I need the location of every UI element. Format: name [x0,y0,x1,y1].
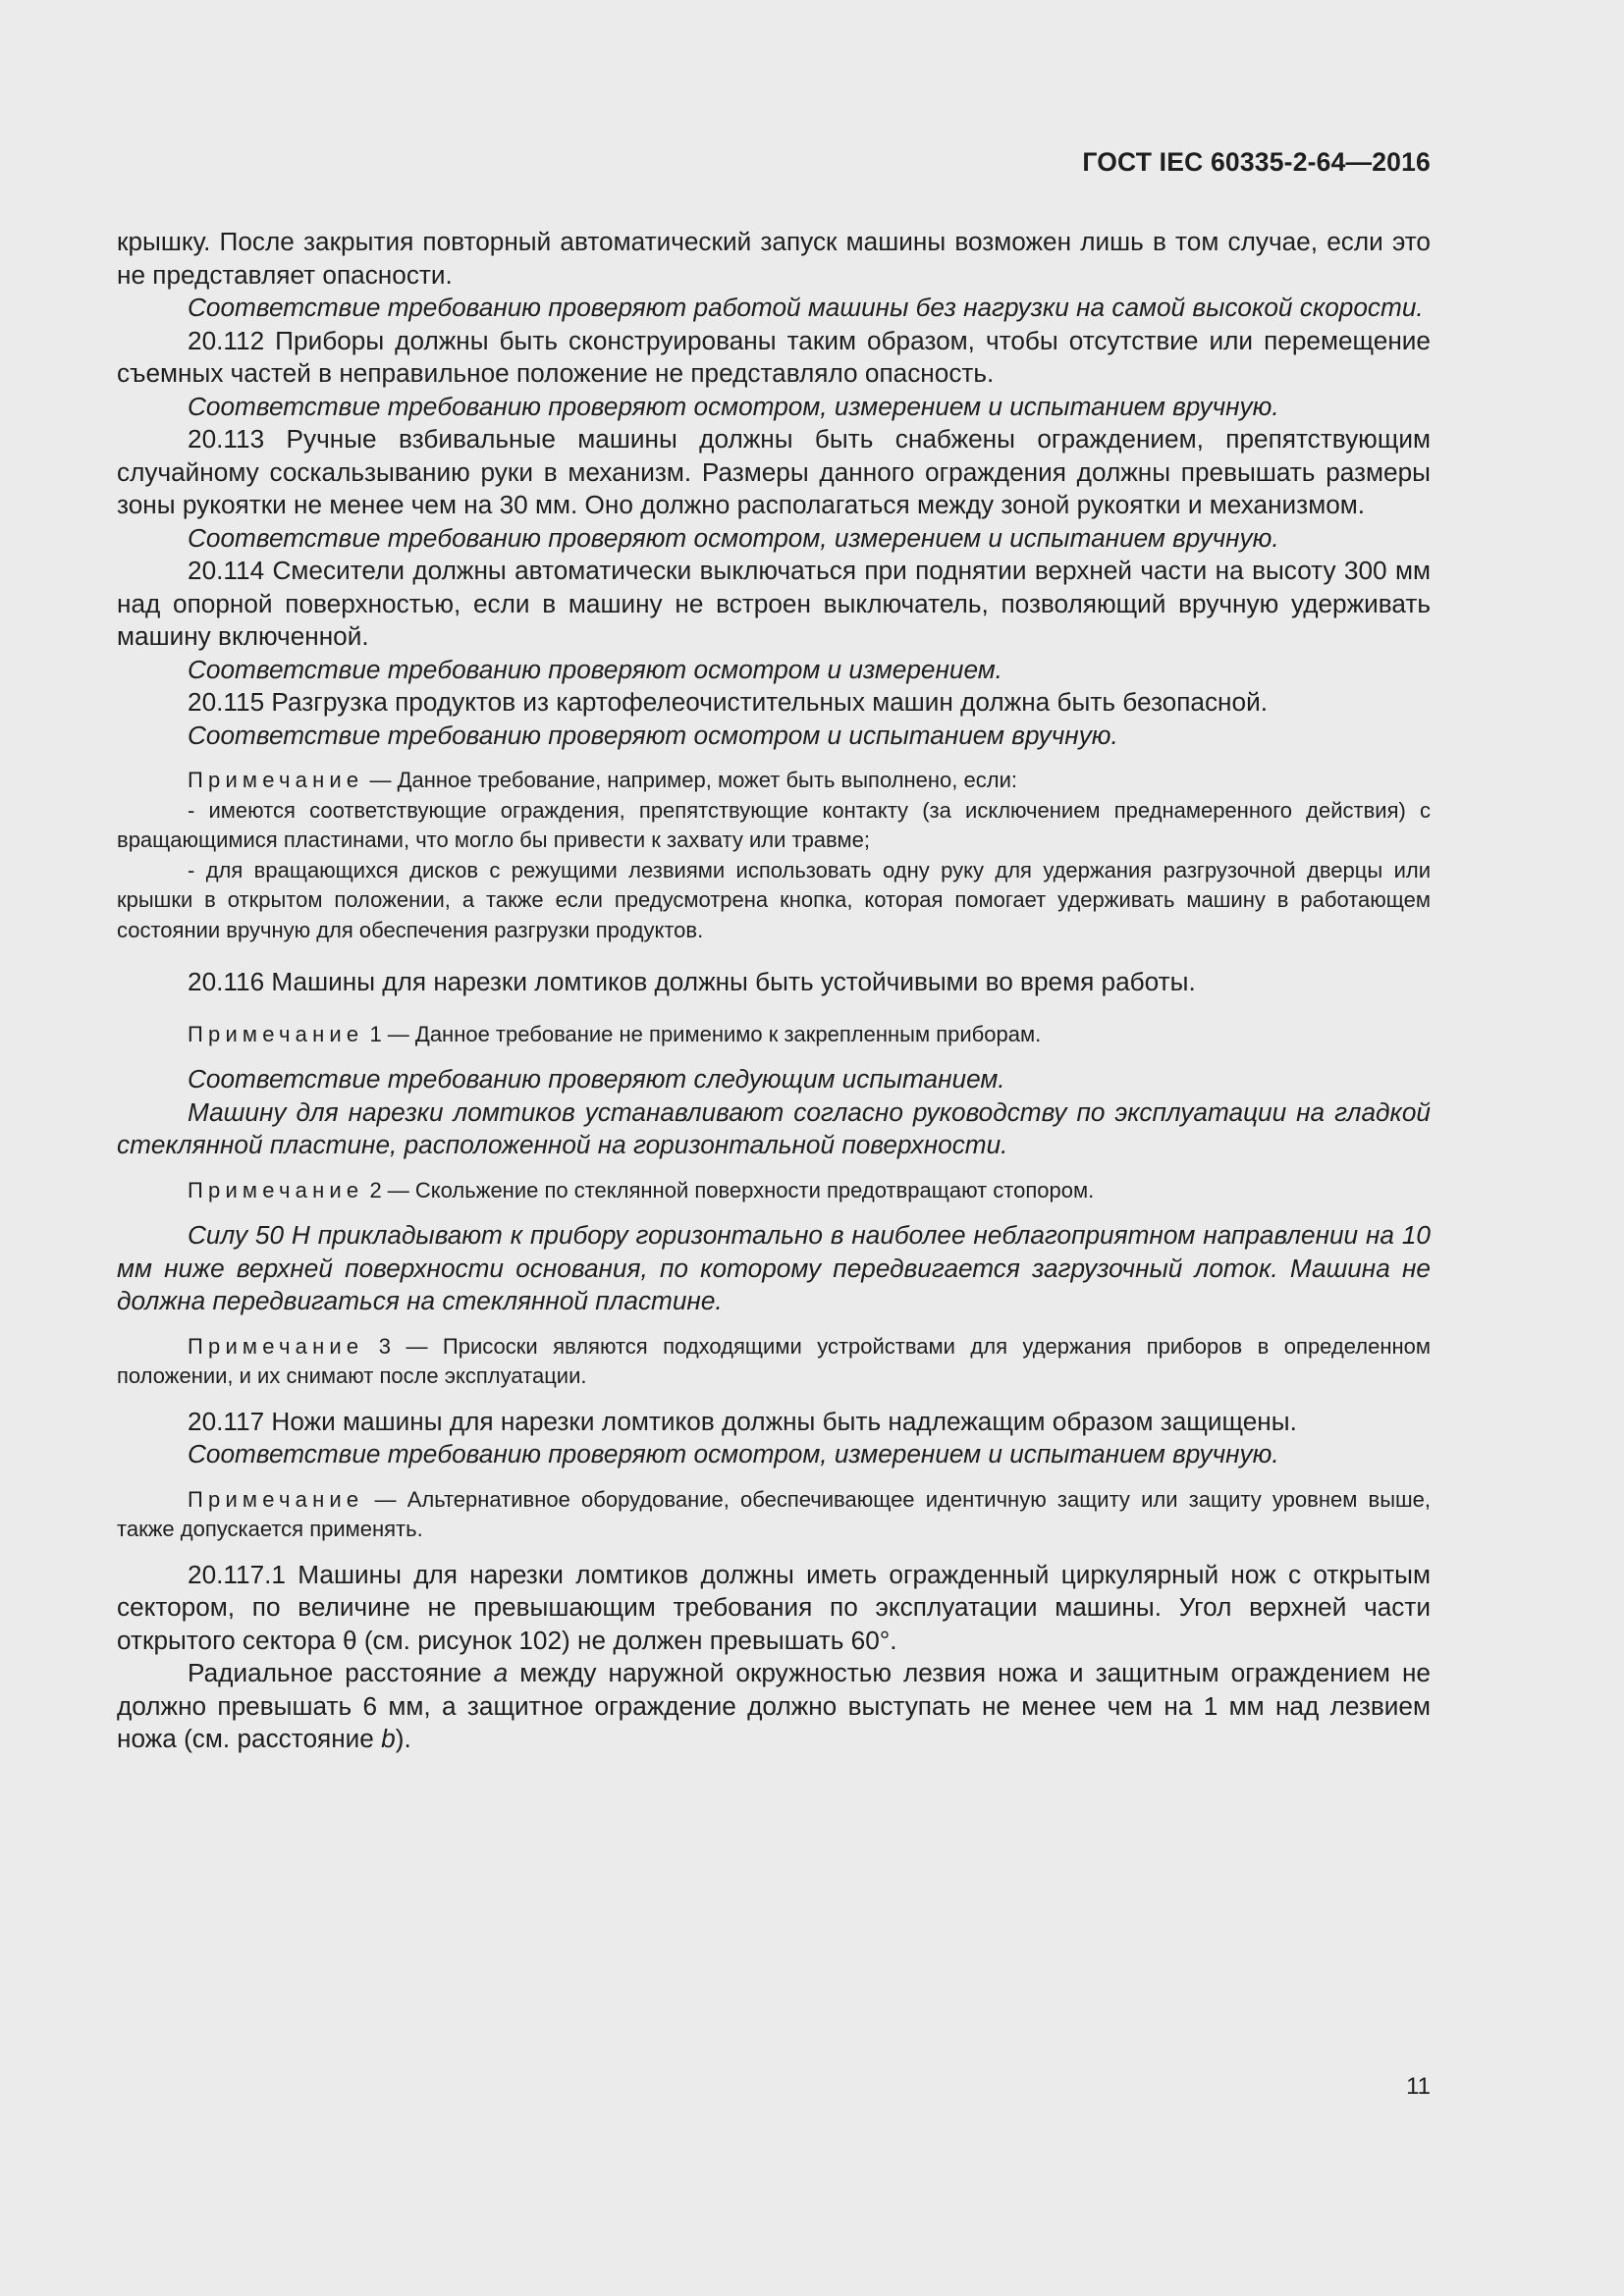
document-standard-id: ГОСТ IEC 60335-2-64—2016 [1082,147,1431,177]
compliance-check: Соответствие требованию проверяют следующим испытанием. [188,1064,1005,1094]
note-label: Примечание [188,1021,364,1046]
compliance-check: Соответствие требованию проверяют осмотром, измерением и испытанием вручную. [188,1439,1279,1468]
note-list-item: - имеются соответствующие ограждения, препятствующие контакту (за исключением преднамеренного действия) с вращающимися пластинами, что могло бы привести к захвату или травме; [117,797,1431,852]
clause-20-117: 20.117 Ножи машины для нарезки ломтиков должны быть надлежащим образом защищены. [188,1406,1297,1436]
note [117,1332,1431,1392]
note-text: — Данное требование, например, может быть выполнено, если: [363,768,1017,792]
page-body [117,226,1431,1756]
note [117,1485,1431,1545]
clause-20-113: 20.113 Ручные взбивальные машины должны быть снабжены ограждением, препятствующим случайному соскальзыванию руки в механизм. Размеры данного ограждения должны превышать размеры зоны рукоятки не менее чем на 30 мм. Оно должно располагаться между зоной рукоятки и механизмом. [117,424,1431,519]
text-run: Радиальное расстояние [188,1658,494,1687]
clause-20-117-1: 20.117.1 Машины для нарезки ломтиков должны иметь огражденный циркулярный нож с открытым сектором, по величине не превышающим требования по эксплуатации машины. Угол верхней части открытого сектора θ (см. рисунок 102) не должен превышать 60°. [117,1559,1431,1655]
note [117,1020,1431,1050]
note-label: Примечание [188,1486,364,1512]
test-procedure: Машину для нарезки ломтиков устанавливают согласно руководству по эксплуатации на гладкой стеклянной пластине, расположенной на горизонтальной поверхности. [117,1096,1431,1159]
clause-20-114: 20.114 Смесители должны автоматически выключаться при поднятии верхней части на высоту 300 мм над опорной поверхностью, если в машину не встроен выключатель, позволяющий вручную удерживать машину включенной. [117,556,1431,651]
note [117,1176,1431,1206]
compliance-check: Соответствие требованию проверяют работой машины без нагрузки на самой высокой скорости. [188,293,1424,322]
note-text: — Альтернативное оборудование, обеспечивающее идентичную защиту или защиту уровнем выше, также допускается применять. [117,1486,1431,1541]
note-label: Примечание [188,1177,364,1202]
text-run: между наружной окружностью лезвия ножа и защитным ограждением не должно превышать 6 мм, а защитное ограждение должно выступать не менее чем на 1 мм над лезвием ножа (см. расстояние [117,1658,1431,1753]
compliance-check: Соответствие требованию проверяют осмотром и измерением. [188,654,1002,684]
test-procedure: Силу 50 Н прикладывают к прибору горизонтально в наиболее неблагоприятном направлении на 10 мм ниже верхней поверхности основания, по которому передвигается загрузочный лоток. Машина не должна передвигаться на стеклянной пластине. [117,1220,1431,1315]
note-text: 1 — Данное требование не применимо к закрепленным приборам. [363,1021,1042,1046]
note [117,766,1431,796]
paragraph-continuation: крышку. После закрытия повторный автоматический запуск машины возможен лишь в том случае, если это не представляет опасности. [117,227,1431,290]
clause-radial-distance [117,1657,1431,1756]
compliance-check: Соответствие требованию проверяют осмотром и испытанием вручную. [188,720,1118,750]
note-label: Примечание [188,768,364,792]
compliance-check: Соответствие требованию проверяют осмотром, измерением и испытанием вручную. [188,391,1279,421]
clause-20-112: 20.112 Приборы должны быть сконструированы таким образом, чтобы отсутствие или перемещение съемных частей в неправильное положение не представляло опасность. [117,325,1431,388]
text-run: ). [395,1724,411,1753]
page-number: 11 [1406,2073,1431,2100]
clause-20-115: 20.115 Разгрузка продуктов из картофелеочистительных машин должна быть безопасной. [188,687,1268,717]
note-text: 2 — Скольжение по стеклянной поверхности предотвращают стопором. [363,1177,1095,1202]
note-label: Примечание [188,1333,364,1359]
compliance-check: Соответствие требованию проверяют осмотром, измерением и испытанием вручную. [188,522,1279,553]
variable-b: b [381,1724,396,1753]
variable-a: a [493,1658,509,1687]
clause-20-116: 20.116 Машины для нарезки ломтиков должны быть устойчивыми во время работы. [188,967,1196,996]
note-text: 3 — Присоски являются подходящими устройствами для удержания приборов в определенном положении, и их снимают после эксплуатации. [117,1333,1431,1388]
note-list-item: - для вращающихся дисков с режущими лезвиями использовать одну руку для удержания разгрузочной дверцы или крышки в открытом положении, а также если предусмотрена кнопка, которая помогает удерживать машину в работающем состоянии вручную для обеспечения разгрузки продуктов. [117,857,1431,942]
